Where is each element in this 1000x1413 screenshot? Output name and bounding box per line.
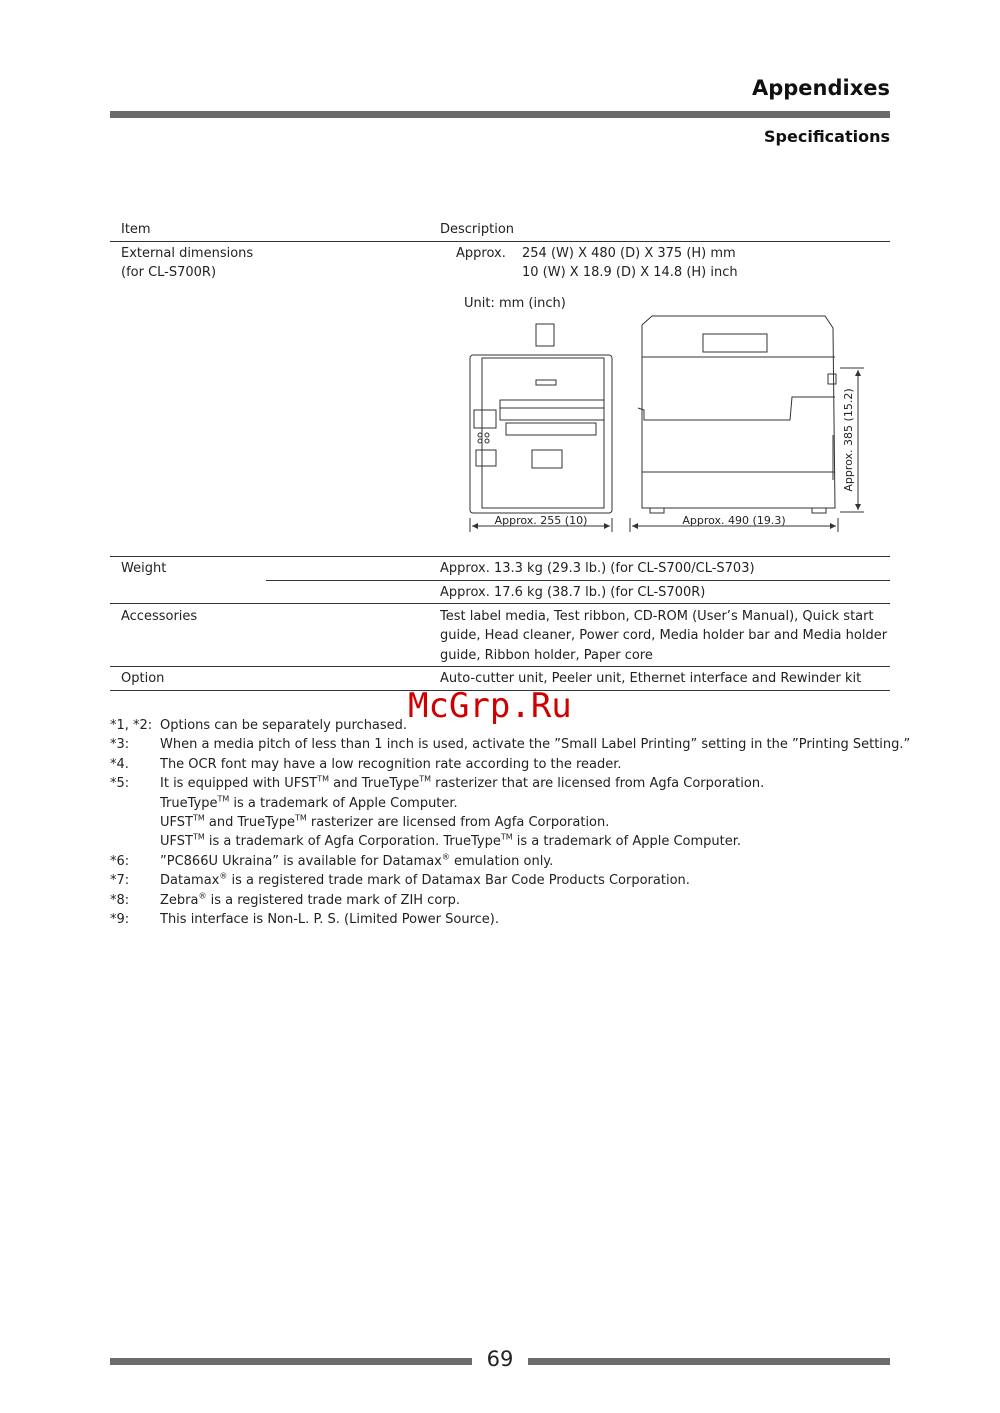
subsection-title: Specifications <box>764 127 890 146</box>
column-header-description: Description <box>440 222 515 237</box>
footnote-continuation <box>110 794 900 813</box>
footnote <box>110 755 900 774</box>
option-label: Option <box>121 671 165 686</box>
height-dimension-label: Approx. 385 (15.2) <box>842 388 855 492</box>
footnote-mark: *5: <box>110 776 130 792</box>
front-view-body <box>470 355 612 513</box>
footnote-mark: *8: <box>110 892 130 908</box>
front-view-control-panel <box>474 410 496 428</box>
footnote <box>110 891 900 910</box>
table-rule <box>110 241 890 242</box>
footer-rule-right <box>528 1358 890 1365</box>
footnote-text: UFST™ and TrueType™ rasterizer are licensed from Agfa Corporation. <box>160 813 610 831</box>
watermark: McGrp.Ru <box>408 686 572 726</box>
accessories-line-3: guide, Ribbon holder, Paper core <box>440 648 653 663</box>
figure-unit-label: Unit: mm (inch) <box>464 296 566 311</box>
column-header-item: Item <box>121 222 151 237</box>
table-rule-partial <box>266 580 890 581</box>
weight-value-1: Approx. 13.3 kg (29.3 lb.) (for CL-S700/CL-S703) <box>440 561 755 576</box>
width-dimension-label: Approx. 255 (10) <box>494 514 588 527</box>
footnote-text: Options can be separately purchased. <box>160 718 408 733</box>
footnote-mark: *6: <box>110 853 130 869</box>
footnote-text: This interface is Non-L. P. S. (Limited Power Source). <box>160 912 500 928</box>
footnote-text: The OCR font may have a low recognition rate according to the reader. <box>160 756 622 772</box>
footer-rule-left <box>110 1358 472 1365</box>
side-view-body <box>642 316 835 508</box>
footnote-mark: *7: <box>110 873 130 889</box>
footnote-mark: *1, *2: <box>110 718 153 733</box>
option-value: Auto-cutter unit, Peeler unit, Ethernet interface and Rewinder kit <box>440 671 862 686</box>
footnote-text: TrueType™ is a trademark of Apple Computer. <box>160 794 458 811</box>
section-title: Appendixes <box>751 76 890 100</box>
footnote-mark: *9: <box>110 912 130 928</box>
footnote-text: ”PC866U Ukraina” is available for Datamax® emulation only. <box>160 852 554 869</box>
footnote <box>110 852 900 871</box>
table-rule <box>110 603 890 604</box>
footnote-text: Zebra® is a registered trade mark of ZIH corp. <box>160 891 461 908</box>
footnote-mark: *4. <box>110 756 129 772</box>
footnote-text: It is equipped with UFST™ and TrueType™ rasterizer that are licensed from Agfa Corporation. <box>160 774 765 792</box>
dims-mm: 254 (W) X 480 (D) X 375 (H) mm <box>522 246 736 261</box>
depth-dimension-label: Approx. 490 (19.3) <box>682 514 786 527</box>
footnote <box>110 774 900 793</box>
accessories-label: Accessories <box>121 609 198 624</box>
footnote-text: Datamax® is a registered trade mark of Datamax Bar Code Products Corporation. <box>160 871 690 889</box>
accessories-line-2: guide, Head cleaner, Power cord, Media holder bar and Media holder <box>440 628 888 643</box>
table-rule <box>110 556 890 557</box>
printer-dimension-drawing <box>460 300 880 540</box>
footnote-text: When a media pitch of less than 1 inch is used, activate the ”Small Label Printing” setting in the ”Printing Setting.” <box>160 737 911 753</box>
header-rule <box>110 111 890 118</box>
table-rule <box>110 666 890 667</box>
weight-value-2: Approx. 17.6 kg (38.7 lb.) (for CL-S700R) <box>440 585 706 600</box>
footnote <box>110 735 911 754</box>
footnote-mark: *3: <box>110 737 130 753</box>
page-number: 69 <box>486 1347 514 1371</box>
footnotes <box>110 716 911 929</box>
footnote <box>110 871 900 890</box>
ext-dims-label: External dimensions <box>121 246 254 261</box>
ext-dims-model: (for CL-S700R) <box>121 265 217 280</box>
footnote-continuation <box>110 832 900 851</box>
front-view-top-window <box>536 324 554 346</box>
accessories-line-1: Test label media, Test ribbon, CD-ROM (User’s Manual), Quick start <box>440 609 874 624</box>
footnote-continuation <box>110 813 900 832</box>
footnote-text: UFST™ is a trademark of Agfa Corporation. TrueType™ is a trademark of Apple Computer. <box>160 833 742 850</box>
weight-label: Weight <box>121 561 167 576</box>
dims-inch: 10 (W) X 18.9 (D) X 14.8 (H) inch <box>522 265 738 280</box>
footnote <box>110 910 900 929</box>
dims-approx: Approx. <box>456 246 506 261</box>
